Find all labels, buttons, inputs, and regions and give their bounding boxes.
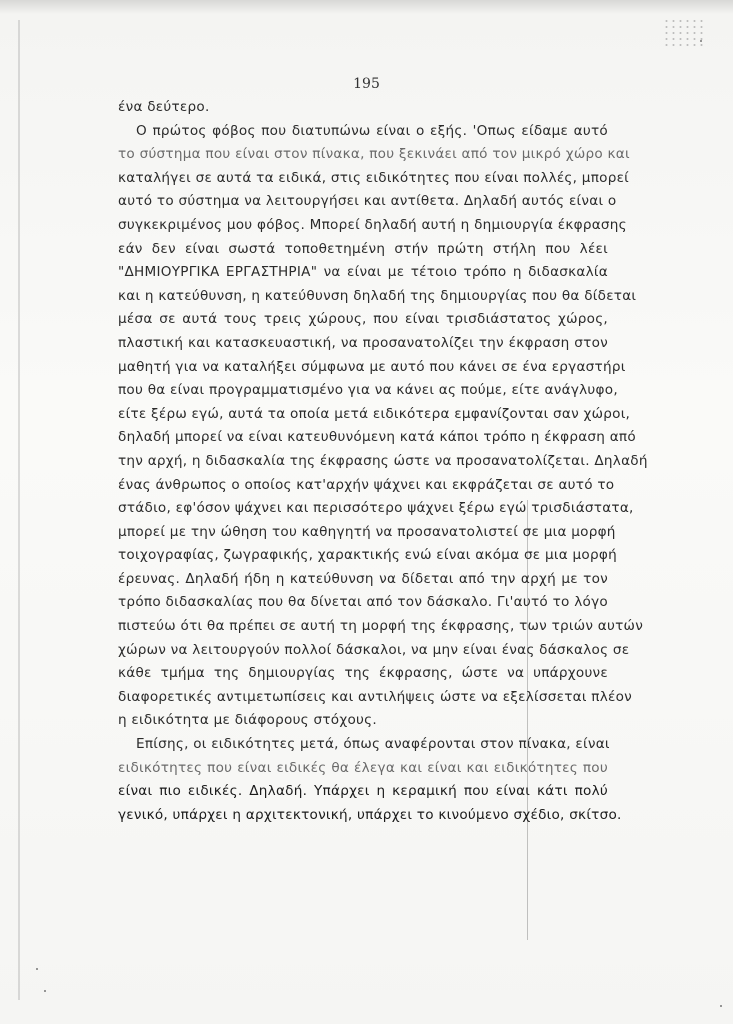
scan-speck <box>44 990 46 992</box>
text-line: διαφορετικές αντιμετωπίσεις και αντιλήψεις ώστε να εξελίσσεται πλέον <box>118 688 633 705</box>
text-line: μαθητή για να καταλήξει σύμφωνα με αυτό που κάνει σε ένα εργαστήρι <box>118 358 626 375</box>
text-line: κάθε τμήμα της δημιουργίας της έκφρασης, ώστε να υπάρχουνε <box>118 665 608 682</box>
document-body <box>118 96 648 827</box>
text-line: εάν δεν είναι σωστά τοποθετημένη στήν πρώτη στήλη που λέει <box>118 240 608 257</box>
page-number: 195 <box>353 76 380 92</box>
scan-speck <box>720 1005 722 1007</box>
text-line: πλαστική και κατασκευαστική, να προσανατολίζει την έκφραση στον <box>118 334 608 351</box>
text-line: γενικό, υπάρχει η αρχιτεκτονική, υπάρχει το κινούμενο σχέδιο, σκίτσο. <box>118 806 622 823</box>
text-line: την αρχή, η διδασκαλία της έκφρασης ώστε να προσανατολίζεται. Δηλαδή <box>118 452 648 469</box>
text-line: συγκεκριμένος μου φόβος. Μπορεί δηλαδή αυτή η δημιουργία έκφρασης <box>118 216 627 233</box>
text-line: δηλαδή μπορεί να είναι κατευθυνόμενη κατά κάποι τρόπο η έκφραση από <box>118 429 636 446</box>
text-line: χώρων να λειτουργούν πολλοί δάσκαλοι, να μην είναι ένας δάσκαλος σε <box>118 641 630 658</box>
scan-speck <box>700 40 702 42</box>
text-line: που θα είναι προγραμματισμένο για να κάνει ας πούμε, είτε ανάγλυφο, <box>118 382 618 399</box>
text-line: καταλήγει σε αυτά τα ειδικά, στις ειδικότητες που είναι πολλές, μπορεί <box>118 169 630 186</box>
scan-noise <box>663 18 703 48</box>
text-line: τρόπο διδασκαλίας που θα δίνεται από τον δάσκαλο. Γι'αυτό το λόγο <box>118 594 608 611</box>
text-line: μέσα σε αυτά τους τρεις χώρους, που είναι τρισδιάστατος χώρος, <box>118 311 608 328</box>
text-line: και η κατεύθυνση, η κατεύθυνση δηλαδή της δημιουργίας που θα δίδεται <box>118 287 637 304</box>
text-line: Ο πρώτος φόβος που διατυπώνω είναι ο εξής. 'Οπως είδαμε αυτό <box>136 122 608 139</box>
text-line: τοιχογραφίας, ζωγραφικής, χαρακτικής ενώ είναι ακόμα σε μια μορφή <box>118 547 617 564</box>
text-line: έρευνας. Δηλαδή ήδη η κατεύθυνση να δίδεται από την αρχή με τον <box>118 570 608 587</box>
text-line: ειδικότητες που είναι ειδικές θα έλεγα και είναι και ειδικότητες που <box>118 759 608 776</box>
text-line: μπορεί με την ώθηση του καθηγητή να προσανατολιστεί σε μια μορφή <box>118 523 616 540</box>
text-line: ένας άνθρωπος ο οποίος κατ'αρχήν ψάχνει και εκφράζεται σε αυτό το <box>118 476 615 493</box>
text-line: πιστεύω ότι θα πρέπει σε αυτή τη μορφή της έκφρασης, των τριών αυτών <box>118 618 644 635</box>
scan-shadow-top <box>0 0 733 14</box>
text-line: ένα δεύτερο. <box>118 99 210 115</box>
text-line: το σύστημα που είναι στον πίνακα, που ξεκινάει από τον μικρό χώρο και <box>118 146 630 163</box>
text-line: είτε ξέρω εγώ, αυτά τα οποία μετά ειδικότερα εμφανίζονται σαν χώροι, <box>118 405 631 422</box>
text-line: στάδιο, εφ'όσον ψάχνει και περισσότερο ψάχνει ξέρω εγώ τρισδιάστατα, <box>118 500 634 517</box>
text-line: είναι πιο ειδικές. Δηλαδή. Υπάρχει η κεραμική που είναι κάτι πολύ <box>118 783 608 800</box>
text-line: η ειδικότητα με διάφορους στόχους. <box>118 712 377 729</box>
text-line: αυτό το σύστημα να λειτουργήσει και αντίθετα. Δηλαδή αυτός είναι ο <box>118 193 617 210</box>
text-line: Επίσης, οι ειδικότητες μετά, όπως αναφέρονται στον πίνακα, είναι <box>136 736 610 753</box>
text-line: "ΔΗΜΙΟΥΡΓΙΚΑ ΕΡΓΑΣΤΗΡΙΑ" να είναι με τέτοιο τρόπο η διδασκαλία <box>118 264 608 281</box>
scan-edge-left <box>18 20 20 1000</box>
scan-speck <box>36 968 38 970</box>
